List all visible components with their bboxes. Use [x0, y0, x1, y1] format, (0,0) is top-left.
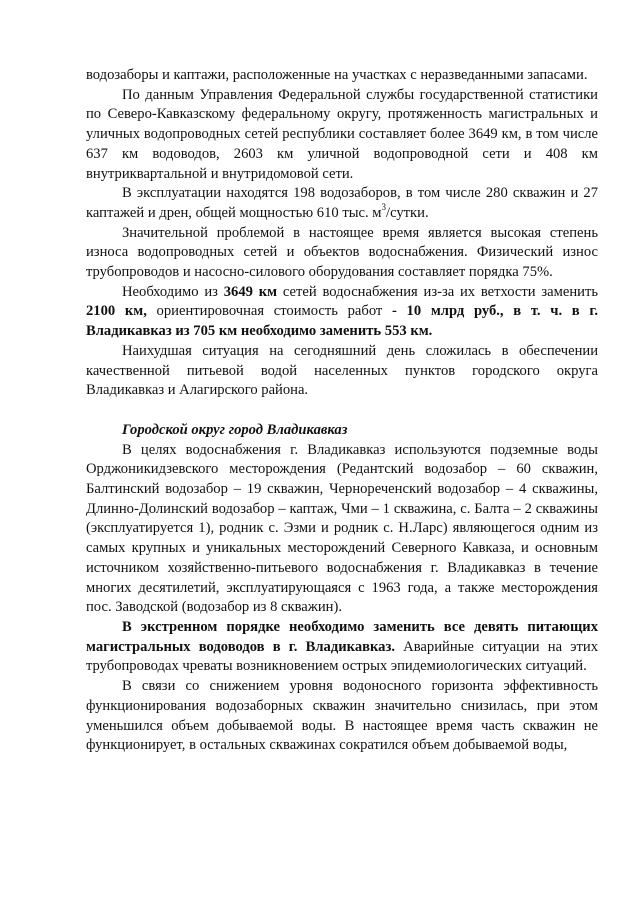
paragraph-network-length: По данным Управления Федеральной службы государственной статистики по Северо-Кавказскому федеральному округу, протяженность магистральных и уличных водопроводных сетей республики составляет более 3649 км, в том числе 637 км водоводов, 2603 км уличной водопроводной сети и 408 км внутриквартальной и внутридомовой сети.: [86, 86, 598, 182]
paragraph-worst-situation: Наихудшая ситуация на сегодняшний день сложилась в обеспечении качественной питьевой водой населенных пунктов городского округа Владикавказ и Алагирского района.: [86, 342, 598, 399]
replacement-bold-total: 3649 км: [223, 283, 278, 300]
paragraph-replacement-need: [86, 283, 598, 342]
replacement-text-3: ориентировочная стоимость работ: [146, 303, 392, 320]
paragraph-aquifer-decline: В связи со снижением уровня водоносного горизонта эффективность функционирования водозаборных скважин значительно снизилась, при этом уменьшился объем добываемой воды. В настоящее время часть скважин не функционирует, в остальных скважинах сократился объем добываемой воды,: [86, 678, 598, 754]
intakes-count-tail: /сутки.: [386, 204, 429, 221]
document-page: [86, 66, 598, 756]
emergency-bold-text: В экстренном порядке необходимо заменить все девять питающих магистральных водоводов в г. Владикавказ.: [86, 618, 598, 655]
emergency-text: Аварийные ситуации на этих трубопроводах чреваты возникновением острых эпидемиологических ситуаций.: [86, 638, 598, 675]
paragraph-intakes-count: [86, 184, 598, 223]
replacement-bold-cost: - 10 млрд руб., в т. ч. в г. Владикавказ из 705 км необходимо заменить 553 км.: [86, 303, 598, 340]
paragraph-wear-problem: Значительной проблемой в настоящее время является высокая степень износа водопроводных сетей и объектов водоснабжения. Физический износ трубопроводов и насосно-силового оборудования составляет порядка 75%.: [86, 224, 598, 281]
cubic-superscript: 3: [381, 202, 387, 213]
paragraph-emergency-replacement: [86, 618, 598, 677]
paragraph-intakes-continuation: водозаборы и каптажи, расположенные на участках с неразведанными запасами.: [86, 67, 588, 83]
section-heading-vladikavkaz: Городской округ город Владикавказ: [122, 421, 348, 438]
replacement-text-2: сетей водоснабжения из-за их ветхости заменить: [277, 283, 598, 300]
intakes-count-text: В эксплуатации находятся 198 водозаборов, в том числе 280 скважин и 27 каптажей и дрен, общей мощностью 610 тыс. м: [86, 185, 598, 221]
replacement-bold-km: 2100 км,: [86, 303, 147, 320]
replacement-text-1: Необходимо из: [122, 283, 224, 300]
section-gap: [86, 401, 598, 421]
paragraph-water-sources: В целях водоснабжения г. Владикавказ используются подземные воды Орджоникидзевского месторождения (Редантский водозабор – 60 скважин, Балтинский водозабор – 19 скважин, Чернореченский водозабор – 4 скважины, Длинно-Долинский водозабор – каптаж, Чми – 1 скважина, с. Балта – 2 скважины (эксплуатируется 1), родник с. Эзми и родник с. Н.Ларс) являющегося одним из самых крупных и уникальных месторождений Северного Кавказа, и основным источником хозяйственно-питьевого водоснабжения г. Владикавказ в течение многих десятилетий, эксплуатирующаяся с 1963 года, а также месторождения пос. Заводской (водозабор из 8 скважин).: [86, 441, 598, 616]
